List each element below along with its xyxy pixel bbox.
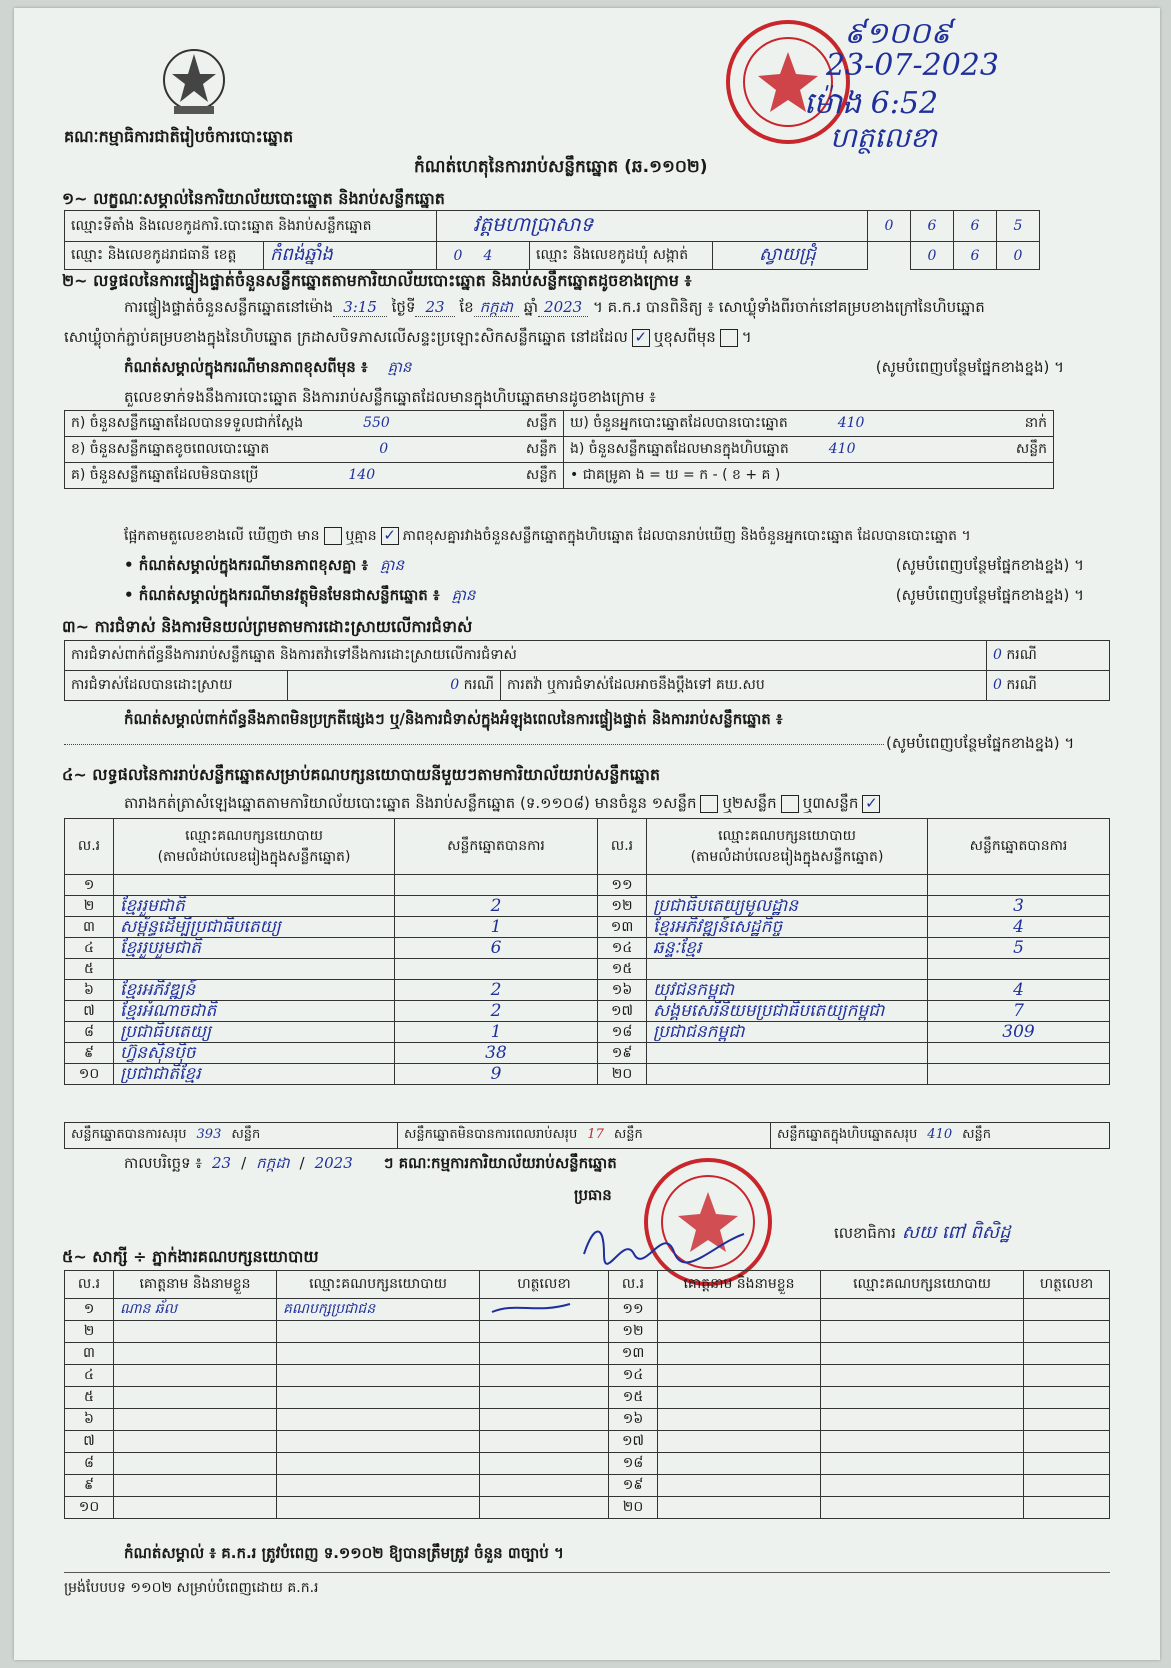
party-name: ឆន្ទៈខ្មែរ [647,938,928,959]
appeal-label: ការតវ៉ា ឬការជំទាស់ដែលអាចនឹងប្តឹងទៅ គឃ.សប [501,671,987,701]
witness-row [65,1497,1110,1519]
party-number: ២០ [598,1064,647,1085]
section5-heading: ៥~ សាក្សី ÷ ភ្នាក់ងារគណបក្សនយោបាយ [62,1247,319,1266]
party-number: ២ [65,896,114,917]
party-number: ៩ [65,1043,114,1064]
witness-number: ១៩ [609,1475,658,1497]
witness-number: ៣ [65,1343,114,1365]
verification-paragraph: ការផ្ទៀងផ្ទាត់ចំនួនសន្លឹកឆ្នោតនៅម៉ោង 3:15 ថ្ងៃទី 23 ខែ កក្កដា ឆ្នាំ 2023 ។ គ.ក.រ បានពិនិត្យ ៖ សោឃ្លុំទាំងពីរចាក់នៅគម្របខាងក្រៅនៃហិបឆ្នោត [124,298,985,316]
witness-signature [1024,1365,1110,1387]
party-number: ៤ [65,938,114,959]
commune-value: ស្វាយជ្រុំ [713,242,868,270]
has-difference-checkbox[interactable] [324,527,342,545]
footnote: កំណត់សម្គាល់ ៖ គ.ក.រ ត្រូវបំពេញ ទ.១១០២ ឱ្យបានត្រឹមត្រូវ ចំនួន ៣ច្បាប់ ។ [124,1544,564,1562]
party-name [647,1043,928,1064]
witness-party [821,1475,1024,1497]
party-votes: 1 [395,917,598,938]
two-sheet-checkbox[interactable] [781,795,799,813]
province-code: 0 4 [437,242,530,270]
stamp-handwriting-2: 23-07-2023 [826,48,999,83]
party-number: ៦ [65,980,114,1001]
witness-party [821,1299,1024,1321]
party-votes: 4 [928,917,1110,938]
results-row [65,1043,1110,1064]
witness-signature [1024,1497,1110,1519]
witness-row [65,1299,1110,1321]
party-name [114,875,395,896]
witness-party [821,1431,1024,1453]
witness-signature [1024,1387,1110,1409]
party-votes [395,875,598,896]
witness-name [658,1343,821,1365]
witness-signature [1024,1453,1110,1475]
party-votes: 2 [395,1001,598,1022]
witness-name [114,1453,277,1475]
location-label: ឈ្មោះទីតាំង និងលេខកូដការិ.បោះឆ្នោត និងរាប់សន្លឹកឆ្នោត [65,211,437,242]
party-number: ១៤ [598,938,647,959]
witness-signature [1024,1343,1110,1365]
witness-signature [1024,1475,1110,1497]
witness-number: ៧ [65,1431,114,1453]
witness-signature [480,1453,609,1475]
party-name [114,959,395,980]
witness-party [821,1409,1024,1431]
party-name: យុវជនកម្ពុជា [647,980,928,1001]
witness-name [658,1387,821,1409]
witness-header: ល.រ គោត្តនាម និងនាមខ្លួន ឈ្មោះគណបក្សនយោបាយ ហត្ថលេខា ល.រ គោត្តនាម និងនាមខ្លួន ឈ្មោះគណបក្សនយោបាយ ហត្ថលេខា [65,1271,1110,1299]
party-votes: 6 [395,938,598,959]
irregularity-dotline [64,744,884,745]
witness-party [821,1497,1024,1519]
witness-number: ២០ [609,1497,658,1519]
objection-count: 0 ករណី [987,641,1110,671]
witness-name [658,1497,821,1519]
appeal-count: 0 ករណី [987,671,1110,701]
witness-name [114,1409,277,1431]
party-number: ១៥ [598,959,647,980]
commune-code-digit: 0 [911,242,954,270]
witness-name [114,1497,277,1519]
different-checkbox[interactable] [720,329,738,347]
witness-name [114,1431,277,1453]
witness-party [277,1475,480,1497]
party-votes: 4 [928,980,1110,1001]
section2-heading: ២~ លទ្ធផលនៃការផ្ទៀងផ្ទាត់ចំនួនសន្លឹកឆ្នោតតាមការិយាល័យបោះឆ្នោត និងរាប់សន្លឹកឆ្នោតដូចខាងក្រោម ៖ [62,271,692,290]
party-votes: 2 [395,980,598,1001]
witness-row [65,1365,1110,1387]
witness-name [658,1365,821,1387]
party-votes [928,959,1110,980]
document-title: កំណត់ហេតុនៃការរាប់សន្លឹកឆ្នោត (ឆ.១១០២) [414,157,708,177]
party-name: ប្រជាធិបតេយ្យ [114,1022,395,1043]
commune-label: ឈ្មោះ និងលេខកូដឃុំ សង្កាត់ [530,242,713,270]
party-number: ១៣ [598,917,647,938]
witness-signature [1024,1431,1110,1453]
results-header: ល.រ ឈ្មោះគណបក្សនយោបាយ (តាមលំដាប់លេខរៀងក្នុងសន្លឹកឆ្នោត) សន្លឹកឆ្នោតបានការ ល.រ ឈ្មោះគណបក្សនយោបាយ (តាមលំដាប់លេខរៀងក្នុងសន្លឹកឆ្នោត) សន្លឹកឆ្នោតបានការ [65,819,1110,875]
party-votes: 38 [395,1043,598,1064]
province-value: កំពង់ឆ្នាំង [264,242,437,270]
party-name: ប្រជាជនកម្ពុជា [647,1022,928,1043]
stamp-handwriting-3: ម៉ោង 6:52 [804,86,939,121]
witness-number: ៩ [65,1475,114,1497]
witness-party [277,1453,480,1475]
figures-intro: តួលេខទាក់ទងនឹងការបោះឆ្នោត និងការរាប់សន្លឹកឆ្នោតដែលមានក្នុងហិបឆ្នោតមានដូចខាងក្រោម ៖ [124,388,656,406]
witness-name [658,1431,821,1453]
party-name [647,959,928,980]
location-code-digit: 5 [997,211,1040,242]
party-votes: 309 [928,1022,1110,1043]
witness-number: ៤ [65,1365,114,1387]
party-name: ខ្មែររួបរួមជាតិ [114,938,395,959]
diff-note-line: • កំណត់សម្គាល់ក្នុងករណីមានភាពខុសគ្នា ៖ គ្មាន (សូមបំពេញបន្ថែមផ្នែកខាងខ្នង) ។ [124,556,1084,574]
results-row [65,896,1110,917]
resolved-label: ការជំទាស់ដែលបានដោះស្រាយ [65,671,288,701]
witness-signature [480,1497,609,1519]
section1-heading: ១~ លក្ខណៈសម្គាល់នៃការិយាល័យបោះឆ្នោត និងរាប់សន្លឹកឆ្នោត [62,189,445,208]
witness-signature [480,1475,609,1497]
witness-number: ១៤ [609,1365,658,1387]
party-votes: 3 [928,896,1110,917]
chair-label: ប្រធាន [574,1186,612,1204]
figures-table [64,410,1054,489]
witness-number: ១០ [65,1497,114,1519]
date-line: កាលបរិច្ឆេទ ៖ 23 / កក្កដា / 2023 ៗ គណៈកម្មការការិយាល័យរាប់សន្លឹកឆ្នោត [124,1154,617,1172]
party-number: ១ [65,875,114,896]
figures-row: ក) ចំនួនសន្លឹកឆ្នោតដែលបានទទួលជាក់ស្តែង 550 សន្លឹក ឃ) ចំនួនអ្នកបោះឆ្នោតដែលបានបោះឆ្នោត 410 នាក់ [65,411,1054,437]
party-name [647,875,928,896]
party-name: ប្រជាជាតិខ្មែរ [114,1064,395,1085]
witness-party [821,1453,1024,1475]
party-votes: 1 [395,1022,598,1043]
compare-line: ផ្អែកតាមតួលេខខាងលើ ឃើញថា មាន ឬគ្មាន ✓ ភាពខុសគ្នារវាងចំនួនសន្លឹកឆ្នោតក្នុងហិបឆ្នោត ដែលបានរាប់ឃើញ និងចំនួនអ្នកបោះឆ្នោត ដែលបានបោះឆ្នោត ។ [124,526,971,544]
witness-number: ៦ [65,1409,114,1431]
witness-name [658,1475,821,1497]
party-number: ៨ [65,1022,114,1043]
commune-code-digit: 0 [997,242,1040,270]
party-name: ខ្មែរអំណាចជាតិ [114,1001,395,1022]
witness-row [65,1387,1110,1409]
witness-party [277,1365,480,1387]
party-name: សម្ព័ន្ធដើម្បីប្រជាធិបតេយ្យ [114,917,395,938]
results-row [65,959,1110,980]
witness-number: ៥ [65,1387,114,1409]
witness-row [65,1343,1110,1365]
witness-name [114,1475,277,1497]
witness-signature [480,1387,609,1409]
section1-table [64,210,1040,270]
section3-heading: ៣~ ការជំទាស់ និងការមិនយល់ព្រមតាមការដោះស្រាយលើការជំទាស់ [62,617,473,636]
location-code-digit: 0 [868,211,911,242]
witness-row [65,1431,1110,1453]
same-checkbox[interactable]: ✓ [632,329,650,347]
witness-number: ១ [65,1299,114,1321]
party-number: ១៩ [598,1043,647,1064]
footer-divider [64,1572,1110,1573]
party-votes: 5 [928,938,1110,959]
party-number: ១៨ [598,1022,647,1043]
party-votes: 2 [395,896,598,917]
party-number: ១២ [598,896,647,917]
witness-party [277,1431,480,1453]
results-row [65,875,1110,896]
party-name: ហ៊្វុនស៊ិនប៉ិច [114,1043,395,1064]
witness-party [277,1409,480,1431]
party-name: ខ្មែររួមជាតិ [114,896,395,917]
party-name [647,1064,928,1085]
figures-row: ខ) ចំនួនសន្លឹកឆ្នោតខូចពេលបោះឆ្នោត 0 សន្លឹក ង) ចំនួនសន្លឹកឆ្នោតដែលមានក្នុងហិបឆ្នោត 410 សន្លឹក [65,437,1054,463]
witness-number: ១៥ [609,1387,658,1409]
party-name: សង្គមសេរីនិយមប្រជាធិបតេយ្យកម្ពុជា [647,1001,928,1022]
witness-signature [480,1299,609,1321]
objections-table [64,640,1110,701]
party-name: ខ្មែរអភិវឌ្ឍន៍សេដ្ឋកិច្ច [647,917,928,938]
party-number: ៧ [65,1001,114,1022]
figures-row: គ) ចំនួនសន្លឹកឆ្នោតដែលមិនបានប្រើ 140 សន្លឹក • ជាគម្រូគា ង = ឃ = ក - ( ខ + គ ) [65,463,1054,489]
other-note-line: • កំណត់សម្គាល់ក្នុងករណីមានវត្ថុមិនមែនជាសន្លឹកឆ្នោត ៖ គ្មាន (សូមបំពេញបន្ថែមផ្នែកខាងខ្នង) ។ [124,586,1084,604]
irregularity-note: កំណត់សម្គាល់ពាក់ព័ន្ធនឹងភាពមិនប្រក្រតីផ្សេងៗ ឬ/និងការជំទាស់ក្នុងអំឡុងពេលនៃការផ្ទៀងផ្ទាត់ និងការរាប់សន្លឹកឆ្នោត ៖ [124,710,783,728]
one-sheet-checkbox[interactable] [700,795,718,813]
witness-name [658,1409,821,1431]
results-row [65,980,1110,1001]
stamp-signature: ហត្ថលេខា [830,121,937,154]
witness-name [658,1453,821,1475]
party-votes: 9 [395,1064,598,1085]
difference-note: កំណត់សម្គាល់ក្នុងករណីមានភាពខុសពីមុន ៖ គ្មាន (សូមបំពេញបន្ថែមផ្នែកខាងខ្នង) ។ [124,358,1064,376]
party-votes [395,959,598,980]
witness-signature [480,1365,609,1387]
witness-number: ១៨ [609,1453,658,1475]
witness-number: ២ [65,1321,114,1343]
party-votes [928,1043,1110,1064]
location-code-digit: 6 [911,211,954,242]
committee-name: គណៈកម្មាធិការជាតិរៀបចំការបោះឆ្នោត [64,127,294,146]
witness-name [114,1365,277,1387]
witness-signature [480,1409,609,1431]
stamp-handwriting-1: ៩១០០៩ [844,16,952,51]
witness-number: ១៧ [609,1431,658,1453]
party-name: ប្រជាធិបតេយ្យមូលដ្ឋាន [647,896,928,917]
witness-party [821,1343,1024,1365]
totals-table: សន្លឹកឆ្នោតបានការសរុប 393 សន្លឹក សន្លឹកឆ្នោតមិនបានការពេលរាប់សរុប 17 សន្លឹក សន្លឹកឆ្នោតក្នុងហិបឆ្នោតសរុប 410 សន្លឹក [64,1122,1110,1149]
results-row [65,917,1110,938]
results-row [65,1022,1110,1043]
results-row [65,938,1110,959]
location-value: វត្តមហាប្រាសាទ [437,211,868,242]
party-number: ៣ [65,917,114,938]
party-number: ១០ [65,1064,114,1085]
party-number: ១៦ [598,980,647,1001]
commune-code-digit: 6 [954,242,997,270]
secretary-line: លេខាធិការ សយ ពៅ ពិសិដ្ឋ [834,1222,1011,1243]
witness-party [277,1343,480,1365]
witness-name [114,1343,277,1365]
witness-name [114,1321,277,1343]
verification-paragraph-2: សោឃ្លុំចាក់ភ្ជាប់គម្របខាងក្នុងនៃហិបឆ្នោត ក្រដាសបិទភាសលើសន្ទះប្រឡោះសិកសន្លឹកឆ្នោត នៅដដែល ✓ ឬខុសពីមុន ។ [64,327,752,346]
witness-signature [480,1343,609,1365]
form-note: ម្រង់បែបបទ ១១០២ សម្រាប់បំពេញដោយ គ.ក.រ [64,1580,319,1596]
three-sheet-checkbox[interactable]: ✓ [862,795,880,813]
results-row [65,1064,1110,1085]
province-label: ឈ្មោះ និងលេខកូដរាជធានី ខេត្ត [65,242,264,270]
witness-party [277,1497,480,1519]
results-table [64,818,1110,1085]
witness-party [821,1387,1024,1409]
witness-row [65,1475,1110,1497]
witness-signature [1024,1299,1110,1321]
witness-number: ១៦ [609,1409,658,1431]
witness-signature [1024,1409,1110,1431]
party-votes: 7 [928,1001,1110,1022]
witness-number: ១៣ [609,1343,658,1365]
section4-heading: ៤~ លទ្ធផលនៃការរាប់សន្លឹកឆ្នោតសម្រាប់គណបក្សនយោបាយនីមួយៗតាមការិយាល័យរាប់សន្លឹកឆ្នោត [62,765,661,784]
witness-row [65,1453,1110,1475]
document-page [14,8,1160,1660]
witness-party [277,1387,480,1409]
objection-label: ការជំទាស់ពាក់ព័ន្ធនឹងការរាប់សន្លឹកឆ្នោត និងការតវ៉ាទៅនឹងការដោះស្រាយលើការជំទាស់ [65,641,987,671]
witness-table [64,1270,1110,1519]
tally-sheet-line: តារាងកត់ត្រាសំឡេងឆ្នោតតាមការិយាល័យបោះឆ្នោត និងរាប់សន្លឹកឆ្នោត (ទ.១១០៨) មានចំនួន ១សន្លឹក ឬ២សន្លឹក ឬ៣សន្លឹក ✓ [124,794,884,816]
witness-signature [1024,1321,1110,1343]
party-votes [928,1064,1110,1085]
location-code-digit: 6 [954,211,997,242]
irregularity-hint: (សូមបំពេញបន្ថែមផ្នែកខាងខ្នង) ។ [886,734,1075,752]
witness-row [65,1321,1110,1343]
witness-number: ១១ [609,1299,658,1321]
resolved-count: 0 ករណី [288,671,501,701]
no-difference-checkbox[interactable]: ✓ [381,527,399,545]
witness-signature [480,1431,609,1453]
party-number: ១៧ [598,1001,647,1022]
witness-name: ណាន ឆ័ល [114,1299,277,1321]
party-name: ខ្មែរអភិវឌ្ឍន៍ [114,980,395,1001]
witness-party [821,1321,1024,1343]
party-votes [928,875,1110,896]
witness-name [114,1387,277,1409]
witness-party: គណបក្សប្រជាជន [277,1299,480,1321]
results-row [65,1001,1110,1022]
party-number: ១១ [598,875,647,896]
witness-number: ១២ [609,1321,658,1343]
party-number: ៥ [65,959,114,980]
witness-row [65,1409,1110,1431]
witness-party [277,1321,480,1343]
witness-number: ៨ [65,1453,114,1475]
chair-signature [574,1214,754,1278]
witness-name [658,1321,821,1343]
nec-emblem-icon [154,44,234,120]
witness-party [821,1365,1024,1387]
witness-signature [480,1321,609,1343]
witness-name [658,1299,821,1321]
